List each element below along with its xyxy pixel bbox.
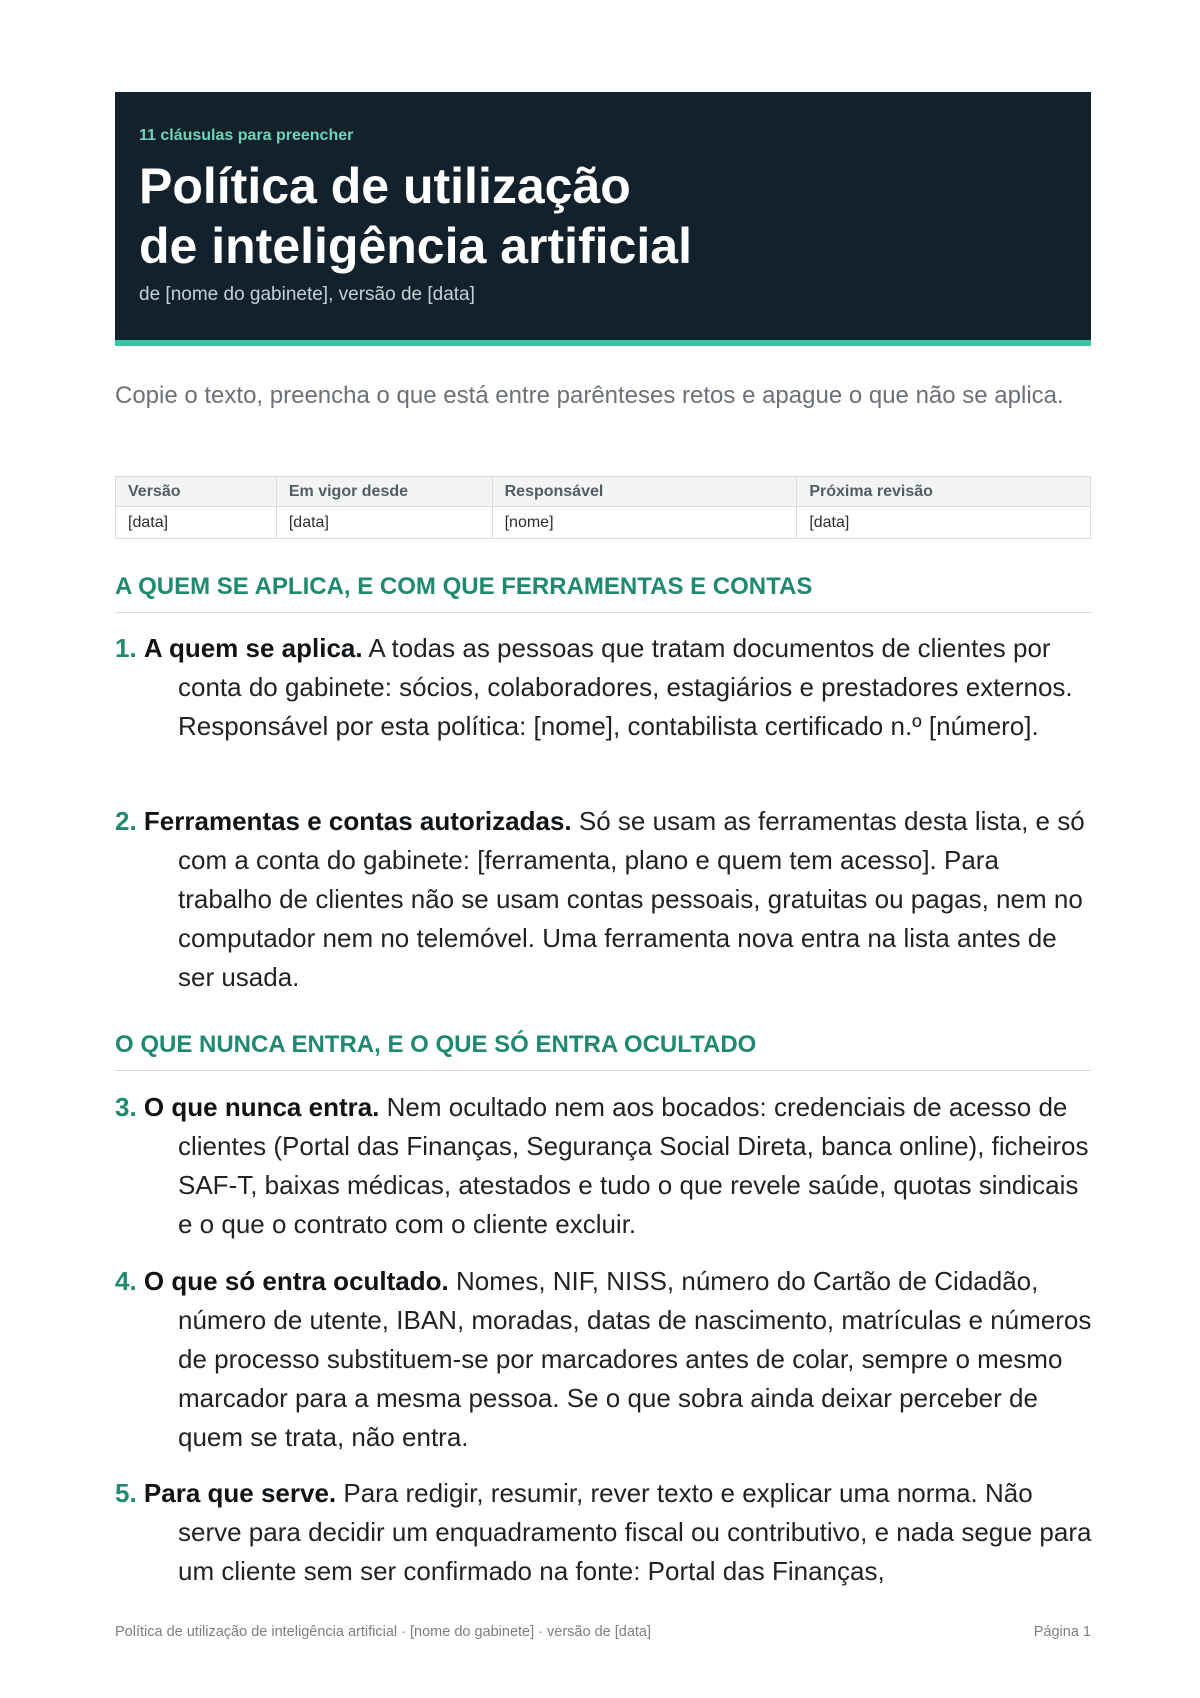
version-table (115, 476, 1091, 539)
table-cell: [data] (797, 507, 1091, 539)
clause-text: A todas as pessoas que tratam documentos de clientes por conta do gabinete: sócios, colaboradores, estagiários e prestadores externos. Responsável por esta política: [nome], contabilista certificado n.º [número]. (178, 633, 1073, 741)
clause-lead: Ferramentas e contas autorizadas. (143, 806, 572, 836)
table-cell: [nome] (492, 507, 797, 539)
clause-count-label: 11 cláusulas para preencher (139, 127, 354, 144)
clause-item (115, 802, 1095, 997)
title-line-1: Política de utilização (139, 158, 631, 214)
table-header: Em vigor desde (276, 477, 492, 507)
clause-item (115, 1474, 1095, 1591)
clause-number: 3. (115, 1092, 137, 1122)
clause-item (115, 629, 1095, 746)
footer-document-title: Política de utilização de inteligência artificial · [nome do gabinete] · versão de [data] (115, 1624, 652, 1640)
table-cell: [data] (116, 507, 277, 539)
table-cell: [data] (276, 507, 492, 539)
table-header-row (116, 477, 1091, 507)
clause-text: Para redigir, resumir, rever texto e explicar uma norma. Não serve para decidir um enquadramento fiscal ou contributivo, e nada segue para um cliente sem ser confirmado na fonte: Portal das Finanças, (178, 1478, 1092, 1586)
clause-number: 4. (115, 1266, 137, 1296)
page-subtitle: de [nome do gabinete], versão de [data] (139, 284, 475, 305)
clause-lead: O que nunca entra. (143, 1092, 380, 1122)
clause-number: 5. (115, 1478, 137, 1508)
clause-lead: Para que serve. (143, 1478, 337, 1508)
page-title (139, 156, 1067, 276)
clause-item (115, 1262, 1095, 1457)
clause-number: 2. (115, 806, 137, 836)
intro-text: Copie o texto, preencha o que está entre parênteses retos e apague o que não se aplica. (115, 382, 1064, 409)
clause-lead: O que só entra ocultado. (143, 1266, 449, 1296)
title-line-2: de inteligência artificial (139, 218, 692, 274)
table-header: Próxima revisão (797, 477, 1091, 507)
page-footer (115, 1624, 1091, 1640)
section-heading: A QUEM SE APLICA, E COM QUE FERRAMENTAS E CONTAS (115, 572, 1091, 613)
table-header: Responsável (492, 477, 797, 507)
clause-item (115, 1088, 1095, 1244)
clause-text: Nomes, NIF, NISS, número do Cartão de Cidadão, número de utente, IBAN, moradas, datas de nascimento, matrículas e números de processo substituem-se por marcadores antes de colar, sempre o mesmo marcador para a mesma pessoa. Se o que sobra ainda deixar perceber de quem se trata, não entra. (178, 1266, 1092, 1452)
table-row (116, 507, 1091, 539)
document-header (115, 92, 1091, 346)
clause-number: 1. (115, 633, 137, 663)
page-number: Página 1 (1033, 1624, 1091, 1640)
clause-lead: A quem se aplica. (143, 633, 363, 663)
clause-text: Nem ocultado nem aos bocados: credenciais de acesso de clientes (Portal das Finanças, Segurança Social Direta, banca online), ficheiros SAF-T, baixas médicas, atestados e tudo o que revele saúde, quotas sindicais e o que o contrato com o cliente excluir. (178, 1092, 1089, 1239)
table-header: Versão (116, 477, 277, 507)
section-heading: O QUE NUNCA ENTRA, E O QUE SÓ ENTRA OCULTADO (115, 1030, 1091, 1071)
clause-text: Só se usam as ferramentas desta lista, e só com a conta do gabinete: [ferramenta, plano e quem tem acesso]. Para trabalho de clientes não se usam contas pessoais, gratuitas ou pagas, nem no computador nem no telemóvel. Uma ferramenta nova entra na lista antes de ser usada. (178, 806, 1085, 992)
